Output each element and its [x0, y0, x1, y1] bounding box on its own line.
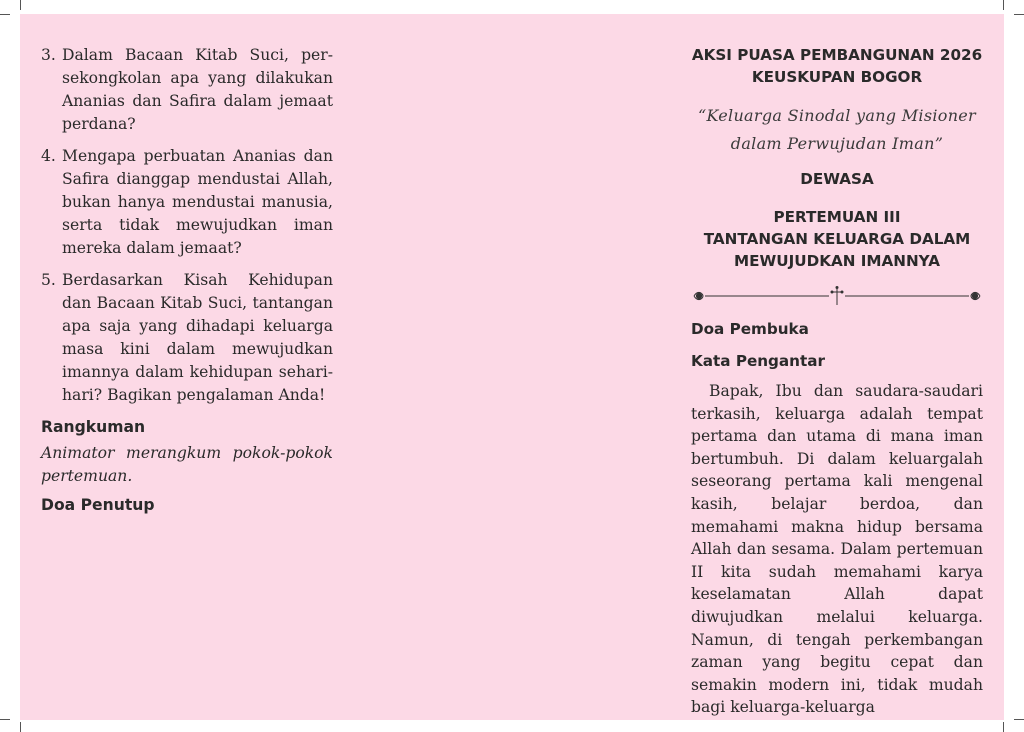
meeting-title — [691, 206, 983, 272]
crop-mark — [1014, 719, 1024, 720]
title-line-2: KEUSKUPAN BOGOR — [751, 68, 923, 86]
audience-label: DEWASA — [800, 170, 874, 188]
left-column — [41, 44, 333, 516]
rangkuman-text: Animator merangkum pokok-pokok pertemuan. — [41, 444, 333, 485]
question-number: 4. — [41, 147, 56, 165]
body-paragraph: Bapak, Ibu dan saudara-saudari terkasih, keluarga adalah tempat pertama dan utama di mana iman bertumbuh. Di dalam keluargalah seseorang pertama kali mengenal kasih, belajar berdoa, dan memahami makna hidup bersama Allah dan sesama. Dalam pertemuan II kita sudah memahami karya keselamatan Allah dapat diwujudkan melalui keluarga. Namun, di tengah perkembangan zaman yang begitu cepat dan semakin modern ini, tidak mudah bagi keluarga-keluarga — [691, 382, 983, 717]
meeting-line-2: TANTANGAN KELUARGA DALAM — [703, 230, 971, 248]
crop-mark — [1003, 0, 1004, 10]
rangkuman-heading: Rangkuman — [41, 418, 146, 436]
ornamental-divider — [691, 286, 983, 306]
crop-mark — [1003, 722, 1004, 732]
question-text: Dalam Bacaan Kitab Suci, per-sekongkolan apa yang dilakukan Ananias dan Safira dalam jemaat perdana? — [62, 46, 333, 133]
question-item — [41, 145, 333, 260]
crop-mark — [20, 722, 21, 732]
question-text: Mengapa perbuatan Ananias dan Safira dianggap mendustai Allah, bukan hanya mendustai manusia, serta tidak mewujudkan iman mereka dalam jemaat? — [62, 147, 333, 257]
motto — [691, 102, 983, 158]
booklet-title — [691, 44, 983, 88]
question-item — [41, 44, 333, 136]
title-line-1: AKSI PUASA PEMBANGUNAN 2026 — [691, 46, 983, 64]
motto-line-2: dalam Perwujudan Iman” — [730, 134, 944, 153]
right-column — [691, 44, 983, 719]
ornament-cross-icon — [691, 286, 983, 306]
question-number: 3. — [41, 46, 56, 64]
crop-mark — [0, 14, 10, 15]
question-text: Berdasarkan Kisah Kehidupan dan Bacaan Kitab Suci, tantangan apa saja yang dihadapi keluarga masa kini dalam mewujudkan imannya dalam kehidupan sehari-hari? Bagikan pengalaman Anda! — [62, 271, 333, 404]
doa-pembuka-heading: Doa Pembuka — [691, 320, 809, 338]
meeting-line-3: MEWUJUDKAN IMANNYA — [734, 252, 940, 270]
question-item — [41, 269, 333, 407]
kata-pengantar-heading: Kata Pengantar — [691, 352, 825, 370]
crop-mark — [20, 0, 21, 10]
crop-mark — [0, 719, 10, 720]
crop-mark — [1014, 14, 1024, 15]
question-number: 5. — [41, 271, 56, 289]
meeting-line-1: PERTEMUAN III — [773, 208, 901, 226]
doa-penutup-heading: Doa Penutup — [41, 496, 155, 514]
motto-line-1: “Keluarga Sinodal yang Misioner — [697, 106, 977, 125]
